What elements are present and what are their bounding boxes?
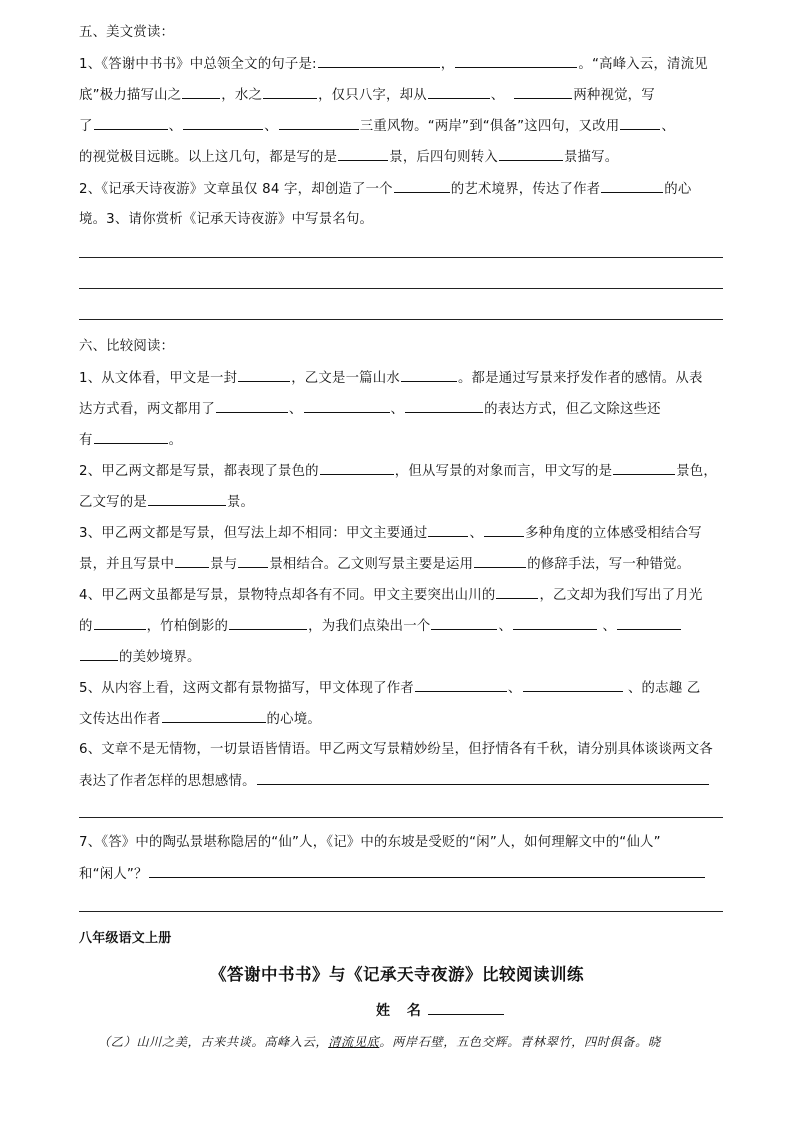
answer-line[interactable] [79,288,723,289]
answer-blank[interactable] [229,617,307,630]
answer-line[interactable] [79,257,723,258]
s6-q6-line1: 6、文章不是无情物，一切景语皆情语。甲乙两文写景精妙纷呈，但抒情各有千秋，请分别具体谈谈两文各 [79,742,713,757]
answer-blank[interactable] [94,117,168,130]
answer-blank[interactable] [415,679,507,692]
answer-blank[interactable] [601,180,663,193]
answer-blank[interactable] [428,524,468,537]
answer-blank[interactable] [94,617,146,630]
s6-q1-line1: 1、从文体看，甲文是一封 ，乙文是一篇山水 。都是通过写景来抒发作者的感情。从表 [79,371,703,386]
answer-line[interactable] [79,319,723,320]
s6-q7-line2: 和“闲人”？ [79,865,723,884]
s6-q2-line2: 乙文写的是 景。 [79,495,255,510]
answer-blank[interactable] [279,117,359,130]
s5-q1-line1: 1、《答谢中书书》中总领全文的句子是: ， 。“高峰入云，清流见 [79,57,708,72]
worksheet-title: 《答谢中书书》与《记承天寺夜游》比较阅读训练 [210,965,584,984]
answer-blank[interactable] [620,117,660,130]
answer-blank[interactable] [257,772,709,785]
answer-blank[interactable] [304,400,390,413]
grade-label: 八年级语文上册 [79,931,172,946]
answer-blank[interactable] [338,148,388,161]
s6-q1-line2: 达方式看，两文都用了 、 、 的表达方式，但乙文除这些还 [79,402,661,417]
answer-blank[interactable] [514,86,572,99]
answer-blank[interactable] [94,431,168,444]
answer-blank[interactable] [405,400,483,413]
s6-q4-line3: 的美妙境界。 [79,648,723,667]
answer-line[interactable] [79,911,723,912]
section5-heading: 五、美文赏读： [79,25,175,40]
answer-blank[interactable] [149,865,705,878]
answer-blank[interactable] [428,86,490,99]
answer-blank[interactable] [474,555,526,568]
s6-q2-line1: 2、甲乙两文都是写景，都表现了景色的 ，但从写景的对象而言，甲文写的是 景色， [79,464,717,479]
answer-blank[interactable] [216,400,288,413]
s6-q6-line2: 表达了作者怎样的思想感情。 [79,772,723,791]
s6-q3-line2: 景，并且写景中 景与 景相结合。乙文则写景主要是运用 的修辞手法，写一种错觉。 [79,557,691,572]
answer-blank[interactable] [238,555,268,568]
answer-blank[interactable] [455,55,577,68]
answer-blank[interactable] [401,369,457,382]
answer-blank[interactable] [499,148,563,161]
answer-blank[interactable] [496,586,538,599]
answer-line[interactable] [79,817,723,818]
answer-blank[interactable] [613,462,675,475]
answer-blank[interactable] [320,462,394,475]
answer-blank[interactable] [431,617,497,630]
s6-q5-line2: 文传达出作者 的心境。 [79,712,321,727]
name-row: 姓 名 [376,1000,505,1020]
s6-q5-line1: 5、从内容上看，这两文都有景物描写，甲文体现了作者 、 、的志趣 乙 [79,681,701,696]
answer-blank[interactable] [263,86,317,99]
answer-blank[interactable] [183,117,263,130]
s5-q2-line1: 2、《记承天诗夜游》文章虽仅 84 字，却创造了一个 的艺术境界，传达了作者 的心 [79,182,692,197]
s6-q4-line1: 4、甲乙两文虽都是写景，景物特点却各有不同。甲文主要突出山川的 ，乙文却为我们写出了月光 [79,588,703,603]
answer-blank[interactable] [238,369,290,382]
s6-q4-line2: 的 ，竹柏倒影的 ，为我们点染出一个 、 、 [79,617,723,636]
answer-blank[interactable] [318,55,440,68]
answer-blank[interactable] [162,710,266,723]
s6-q7-line1: 7、《答》中的陶弘景堪称隐居的“仙”人，《记》中的东坡是受贬的“闲”人，如何理解文中的“仙人” [79,835,661,850]
s5-q1-line2: 底”极力描写山之 ，水之 ，仅只八字，却从 、 两种视觉，写 [79,88,655,103]
answer-blank[interactable] [80,648,118,661]
s5-q1-line3: 了 、 、 三重风物。“两岸”到“俱备”这四句，又改用 、 [79,119,675,134]
answer-blank[interactable] [617,617,681,630]
s6-q3-line1: 3、甲乙两文都是写景，但写法上却不相同：甲文主要通过 、 多种角度的立体感受相结合写 [79,526,702,541]
s6-q1-line3: 有 。 [79,433,183,448]
section6-heading: 六、比较阅读： [79,339,175,354]
answer-blank[interactable] [394,180,450,193]
answer-blank[interactable] [175,555,209,568]
s5-q1-line4: 的视觉极目远眺。以上这几句，都是写的是 景，后四句则转入 景描写。 [79,150,619,165]
passage-b-text: （乙）山川之美，古来共谈。高峰入云，清流见底。两岸石壁，五色交辉。青林翠竹，四时俱备。晓 [98,1035,661,1049]
answer-blank[interactable] [148,493,226,506]
answer-blank[interactable] [513,617,597,630]
s5-q2-line2: 境。3、请你赏析《记承天诗夜游》中写景名句。 [79,212,374,227]
answer-blank[interactable] [182,86,220,99]
answer-blank[interactable] [523,679,623,692]
name-input[interactable] [428,1002,504,1015]
answer-blank[interactable] [484,524,524,537]
